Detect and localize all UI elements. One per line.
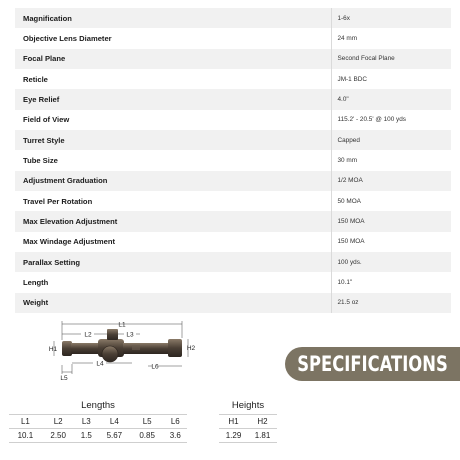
lengths-value-cell: 1.5 — [80, 431, 92, 440]
spec-row — [15, 28, 451, 48]
lengths-header-cell: L2 — [53, 417, 63, 426]
heights-header-cell: H1 — [228, 417, 239, 426]
spec-label: Turret Style — [15, 130, 331, 150]
spec-row — [15, 49, 451, 69]
lengths-header-cell: L4 — [109, 417, 119, 426]
lengths-header-cell: L3 — [81, 417, 91, 426]
label-H2: H2 — [186, 345, 196, 352]
spec-label: Tube Size — [15, 150, 331, 170]
spec-label: Magnification — [15, 8, 331, 28]
specifications-banner — [285, 347, 460, 381]
scope-dimension-diagram — [48, 318, 208, 384]
heights-section — [219, 400, 277, 443]
lengths-value-cell: 3.6 — [169, 431, 181, 440]
spec-label: Reticle — [15, 69, 331, 89]
spec-label: Focal Plane — [15, 49, 331, 69]
label-L4: L4 — [96, 360, 104, 368]
specifications-table — [15, 8, 451, 313]
spec-value: 30 mm — [337, 157, 358, 165]
spec-value: 150 MOA — [337, 218, 365, 226]
spec-row — [15, 211, 451, 231]
spec-row — [15, 293, 451, 313]
spec-value: 150 MOA — [337, 238, 365, 246]
spec-row — [15, 69, 451, 89]
lengths-header-cell: L6 — [170, 417, 180, 426]
lengths-value-cell: 5.67 — [106, 431, 123, 440]
spec-label: Eye Relief — [15, 89, 331, 109]
spec-value: 1/2 MOA — [337, 177, 363, 185]
spec-label: Field of View — [15, 110, 331, 130]
lengths-header-row — [9, 415, 187, 429]
spec-value: 10.1" — [337, 279, 353, 287]
spec-label: Max Windage Adjustment — [15, 232, 331, 252]
spec-row — [15, 130, 451, 150]
spec-label: Adjustment Graduation — [15, 171, 331, 191]
label-H1: H1 — [48, 346, 58, 353]
label-L5: L5 — [60, 375, 68, 382]
lengths-title: Lengths — [81, 400, 115, 411]
scope-diagram-svg — [48, 318, 208, 384]
heights-value-cell: 1.29 — [225, 431, 242, 440]
spec-value: 1-6x — [337, 14, 350, 22]
lengths-values-row — [9, 429, 187, 443]
spec-row — [15, 110, 451, 130]
spec-value: 50 MOA — [337, 197, 361, 205]
spec-label: Travel Per Rotation — [15, 191, 331, 211]
heights-header-row — [219, 415, 277, 429]
heights-values-row — [219, 429, 277, 443]
lengths-section — [9, 400, 187, 443]
lengths-header-cell: L5 — [142, 417, 152, 426]
spec-row — [15, 191, 451, 211]
spec-value: 24 mm — [337, 35, 358, 43]
spec-row — [15, 232, 451, 252]
spec-row — [15, 150, 451, 170]
spec-value: 115.2' - 20.5' @ 100 yds — [337, 116, 406, 124]
spec-label: Weight — [15, 293, 331, 313]
lengths-value-cell: 2.50 — [50, 431, 66, 440]
heights-title: Heights — [231, 400, 265, 411]
lengths-value-cell: 10.1 — [17, 431, 34, 440]
spec-value: 4.0" — [337, 96, 349, 104]
lengths-table — [9, 414, 187, 443]
spec-label: Parallax Setting — [15, 252, 331, 272]
spec-row — [15, 8, 451, 28]
heights-value-cell: 1.81 — [254, 431, 271, 440]
spec-label: Max Elevation Adjustment — [15, 211, 331, 231]
banner-text: SPECIFICATIONS — [297, 352, 448, 376]
label-L1: L1 — [118, 321, 126, 329]
heights-header-cell: H2 — [257, 417, 268, 426]
spec-row — [15, 89, 451, 109]
spec-value: Second Focal Plane — [337, 55, 395, 63]
spec-row — [15, 171, 451, 191]
spec-value: JM-1 BDC — [337, 75, 367, 83]
lengths-header-cell: L1 — [20, 417, 30, 426]
label-L2: L2 — [84, 331, 92, 339]
spec-label: Objective Lens Diameter — [15, 28, 331, 48]
lengths-value-cell: 0.85 — [139, 431, 155, 440]
spec-value: 100 yds. — [337, 258, 362, 266]
heights-table — [219, 414, 277, 443]
spec-label: Length — [15, 272, 331, 292]
spec-row — [15, 252, 451, 272]
specifications-table-body — [15, 8, 451, 313]
label-L6: L6 — [151, 363, 159, 371]
spec-value: 21.5 oz — [337, 299, 359, 307]
label-L3: L3 — [126, 331, 134, 339]
spec-row — [15, 272, 451, 292]
spec-value: Capped — [337, 136, 360, 144]
